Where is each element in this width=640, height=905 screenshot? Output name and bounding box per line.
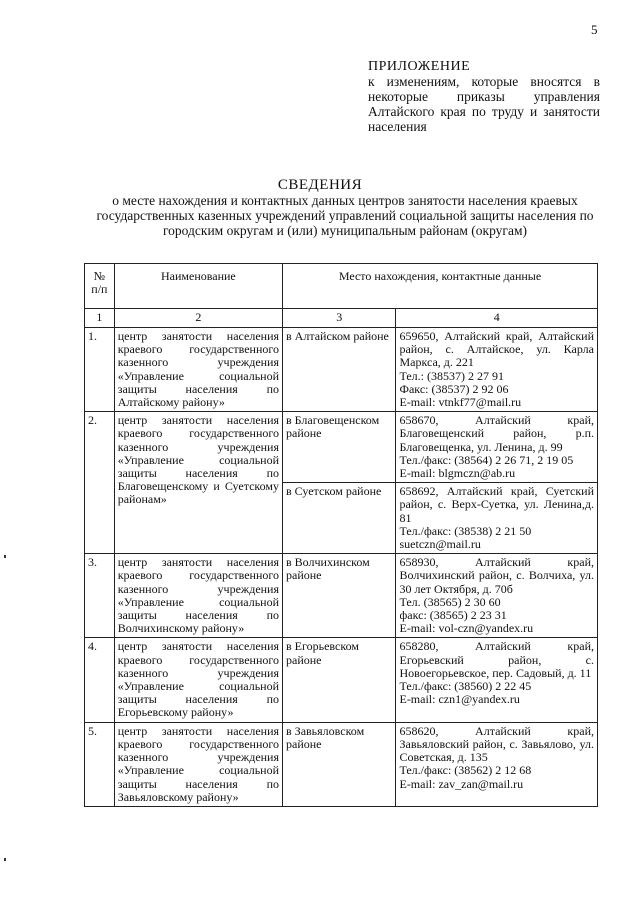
table-row (85, 328, 598, 412)
row-number: 1. (85, 328, 115, 412)
center-district: в Суетском районе (283, 483, 396, 554)
email: E-mail: vtnkf77@mail.ru (399, 395, 522, 410)
column-number: 4 (396, 309, 598, 328)
phone: Тел./факс: (38538) 2 21 50 (399, 523, 532, 538)
row-number: 2. (85, 412, 115, 554)
address: 658670, Алтайский край, Благовещенский район, р.п. Благовещенка, ул. Ленина, д. 99 (399, 413, 594, 454)
fax: факс: (38565) 2 23 31 (399, 608, 507, 623)
center-name: центр занятости населения краевого государственного казенного учреждения «Управление социальной защиты населения по Волчихинскому району» (114, 554, 282, 638)
center-contacts (396, 328, 598, 412)
phone: Тел./факс: (38564) 2 26 71, 2 19 05 (399, 452, 574, 467)
email: E-mail: czn1@yandex.ru (399, 692, 520, 707)
table-row (85, 722, 598, 806)
center-contacts (396, 722, 598, 806)
address: 658280, Алтайский край, Егорьевский район, с. Новоегорьевское, пер. Садовый, д. 11 (399, 639, 594, 680)
column-number: 3 (283, 309, 396, 328)
appendix-text: к изменениям, которые вносятся в некоторые приказы управления Алтайского края по труду и занятости населения (368, 74, 600, 134)
center-contacts (396, 483, 598, 554)
header-name: Наименование (114, 264, 282, 309)
phone: Тел. (38565) 2 30 60 (399, 594, 501, 609)
center-contacts (396, 638, 598, 722)
table-row (85, 412, 598, 483)
header-location: Место нахождения, контактные данные (283, 264, 598, 309)
table-header-row (85, 264, 598, 309)
address: 659650, Алтайский край, Алтайский район, с. Алтайское, ул. Карла Маркса, д. 221 (399, 329, 594, 370)
row-number: 3. (85, 554, 115, 638)
address: 658930, Алтайский край, Волчихинский район, с. Волчиха, ул. 30 лет Октября, д. 70б (399, 555, 594, 596)
address: 658620, Алтайский край, Завьяловский район, с. Завьялово, ул. Советская, д. 135 (399, 723, 594, 765)
center-name: центр занятости населения краевого государственного казенного учреждения «Управление социальной защиты населения по Завьяловскому району» (114, 722, 282, 806)
appendix-title: ПРИЛОЖЕНИЕ (368, 59, 471, 74)
center-district: в Алтайском районе (283, 328, 396, 412)
header-num: № п/п (85, 264, 115, 309)
center-district: в Волчихинском районе (283, 554, 396, 638)
center-name: центр занятости населения краевого государственного казенного учреждения «Управление социальной защиты населения по Благовещенскому и Суетскому районам» (114, 412, 282, 554)
address: 658692, Алтайский край, Суетский район, с. Верх-Суетка, ул. Ленина,д. 81 (399, 484, 594, 525)
phone: Тел./факс: (38560) 2 22 45 (399, 679, 532, 694)
email: E-mail: blgmczn@ab.ru (399, 466, 516, 481)
center-name: центр занятости населения краевого государственного казенного учреждения «Управление социальной защиты населения по Егорьевскому району» (114, 638, 282, 722)
scan-mark (4, 858, 6, 861)
center-district: в Завьяловском районе (283, 722, 396, 806)
email: suetczn@mail.ru (399, 537, 481, 552)
appendix-block (368, 59, 600, 134)
email: E-mail: vol-czn@yandex.ru (399, 621, 534, 636)
document-subtitle: о месте нахождения и контактных данных центров занятости населения краевых государственных казенных учреждений управлений социальной защиты населения по городским округам и (или) муниципальным районам (округам) (96, 193, 594, 238)
row-number: 5. (85, 722, 115, 806)
row-number: 4. (85, 638, 115, 722)
table-row (85, 638, 598, 722)
center-contacts (396, 554, 598, 638)
phone: Тел./факс: (38562) 2 12 68 (399, 763, 532, 778)
center-district: в Благовещенском районе (283, 412, 396, 483)
phone: Тел.: (38537) 2 27 91 (399, 368, 504, 383)
center-contacts (396, 412, 598, 483)
fax: Факс: (38537) 2 92 06 (399, 381, 509, 396)
column-number: 2 (114, 309, 282, 328)
page-number: 5 (591, 22, 598, 37)
center-district: в Егорьевском районе (283, 638, 396, 722)
document-title: СВЕДЕНИЯ (277, 177, 363, 193)
employment-centers-table (84, 263, 598, 807)
table-row (85, 554, 598, 638)
email: E-mail: zav_zan@mail.ru (399, 776, 524, 791)
scan-mark (4, 555, 6, 558)
column-numbers-row (85, 309, 598, 328)
center-name: центр занятости населения краевого государственного казенного учреждения «Управление социальной защиты населения по Алтайскому району» (114, 328, 282, 412)
column-number: 1 (85, 309, 115, 328)
